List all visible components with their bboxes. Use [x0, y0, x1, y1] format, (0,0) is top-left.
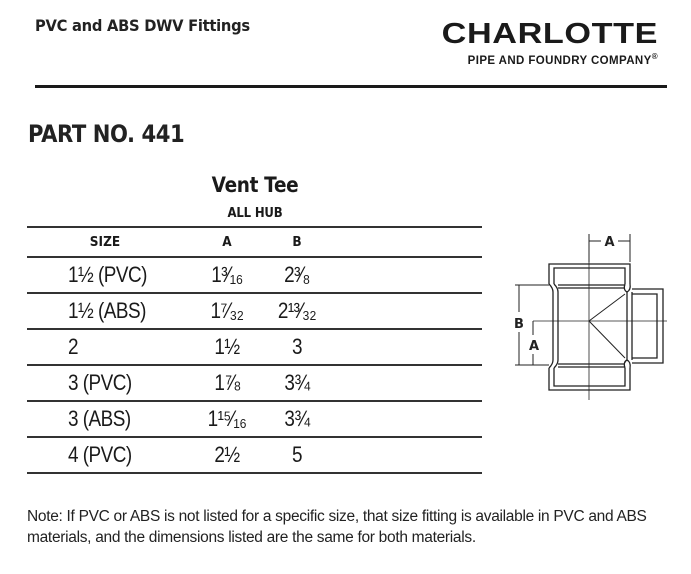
brand-subtitle — [425, 50, 658, 68]
document-title: PVC and ABS DWV Fittings — [35, 16, 250, 35]
cell-a: 1¹⁵⁄₁₆ — [207, 406, 247, 431]
diagram-label-inner-a: A — [528, 339, 540, 354]
part-number: PART NO. 441 — [28, 120, 185, 148]
cell-size: 2 — [68, 334, 79, 359]
header-divider — [35, 85, 667, 88]
column-header-size: SIZE — [89, 234, 121, 250]
table-row — [27, 330, 482, 364]
table-row — [27, 438, 482, 472]
cell-a: 1⁷⁄₃₂ — [210, 298, 244, 323]
cell-b: 3¾ — [284, 370, 310, 395]
cell-b: 2¹³⁄₃₂ — [277, 298, 317, 323]
fitting-title: Vent Tee — [211, 173, 299, 197]
cell-size: 4 (PVC) — [68, 442, 132, 467]
cell-a: 1½ — [214, 334, 240, 359]
vent-tee-diagram — [505, 228, 680, 408]
cell-a: 2½ — [214, 442, 240, 467]
column-header-b: B — [292, 234, 302, 250]
cell-b: 3¾ — [284, 406, 310, 431]
diagram-label-b: B — [514, 317, 524, 332]
cell-b: 3 — [291, 334, 303, 359]
table-row — [27, 402, 482, 436]
cell-size: 3 (ABS) — [68, 406, 131, 431]
table-row — [27, 366, 482, 400]
cell-size: 3 (PVC) — [68, 370, 132, 395]
cell-b: 5 — [291, 442, 303, 467]
diagram-label-top-a: A — [604, 235, 615, 250]
table-header-row — [27, 228, 482, 256]
dimensions-table — [27, 226, 482, 474]
cell-size: 1½ (ABS) — [68, 298, 146, 323]
brand-subtitle-text: PIPE AND FOUNDRY COMPANY — [467, 54, 652, 67]
brand-name: CHARLOTTE — [441, 18, 658, 50]
table-rule — [27, 472, 482, 474]
cell-a: 1³⁄₁₆ — [211, 262, 243, 287]
cell-b: 2³⁄₈ — [284, 262, 310, 287]
cell-size: 1½ (PVC) — [68, 262, 147, 287]
brand-logo — [425, 20, 658, 68]
table-row — [27, 294, 482, 328]
table-row — [27, 258, 482, 292]
registered-mark: ® — [651, 52, 658, 61]
footnote: Note: If PVC or ABS is not listed for a specific size, that size fitting is available in PVC and ABS materials, and the dimensions listed are the same for both materials. — [27, 508, 647, 546]
cell-a: 1⅞ — [214, 370, 240, 395]
column-header-a: A — [222, 234, 232, 250]
hub-type-label: ALL HUB — [227, 206, 283, 221]
